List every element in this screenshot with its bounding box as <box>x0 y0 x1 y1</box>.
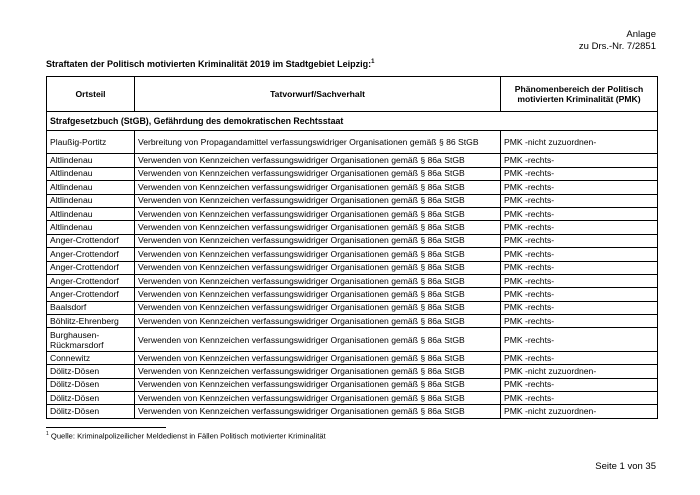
cell-phaenomenbereich: PMK -rechts- <box>501 288 658 301</box>
page-number: Seite 1 von 35 <box>595 461 656 472</box>
cell-ortsteil: Altlindenau <box>47 167 135 180</box>
cell-tatvorwurf: Verwenden von Kennzeichen verfassungswidriger Organisationen gemäß § 86a StGB <box>135 288 501 301</box>
cell-ortsteil: Dölitz-Dösen <box>47 378 135 391</box>
cell-tatvorwurf: Verwenden von Kennzeichen verfassungswidriger Organisationen gemäß § 86a StGB <box>135 405 501 418</box>
cell-tatvorwurf: Verwenden von Kennzeichen verfassungswidriger Organisationen gemäß § 86a StGB <box>135 351 501 364</box>
cell-ortsteil: Altlindenau <box>47 194 135 207</box>
table-row <box>47 181 658 194</box>
cell-phaenomenbereich: PMK -rechts- <box>501 194 658 207</box>
footnote-mark: 1 <box>46 431 49 437</box>
cell-phaenomenbereich: PMK -rechts- <box>501 234 658 247</box>
cell-tatvorwurf: Verwenden von Kennzeichen verfassungswidriger Organisationen gemäß § 86a StGB <box>135 234 501 247</box>
cell-tatvorwurf: Verwenden von Kennzeichen verfassungswidriger Organisationen gemäß § 86a StGB <box>135 328 501 351</box>
table-row <box>47 207 658 220</box>
title-footnote-mark: 1 <box>371 59 375 65</box>
cell-phaenomenbereich: PMK -rechts- <box>501 207 658 220</box>
cell-tatvorwurf: Verwenden von Kennzeichen verfassungswidriger Organisationen gemäß § 86a StGB <box>135 301 501 314</box>
cell-phaenomenbereich: PMK -rechts- <box>501 274 658 287</box>
table-row <box>47 365 658 378</box>
cell-ortsteil: Altlindenau <box>47 221 135 234</box>
table-row <box>47 154 658 167</box>
document-title <box>46 59 374 69</box>
document-title-text: Straftaten der Politisch motivierten Kriminalität 2019 im Stadtgebiet Leipzig: <box>46 59 372 69</box>
table-row <box>47 315 658 328</box>
cell-phaenomenbereich: PMK -rechts- <box>501 221 658 234</box>
header-phaenomenbereich: Phänomenbereich der Politisch motivierten Kriminalität (PMK) <box>501 77 658 112</box>
cell-ortsteil: Anger-Crottendorf <box>47 274 135 287</box>
table-row <box>47 351 658 364</box>
cell-tatvorwurf: Verwenden von Kennzeichen verfassungswidriger Organisationen gemäß § 86a StGB <box>135 194 501 207</box>
drs-reference: zu Drs.-Nr. 7/2851 <box>578 41 656 52</box>
cell-tatvorwurf: Verwenden von Kennzeichen verfassungswidriger Organisationen gemäß § 86a StGB <box>135 315 501 328</box>
cell-phaenomenbereich: PMK -nicht zuzuordnen- <box>501 131 658 154</box>
cell-ortsteil: Anger-Crottendorf <box>47 261 135 274</box>
table-row <box>47 328 658 351</box>
table-header-row <box>47 77 658 112</box>
cell-ortsteil: Burghausen-Rückmarsdorf <box>47 328 135 351</box>
table-row <box>47 274 658 287</box>
header-ortsteil: Ortsteil <box>47 77 135 112</box>
footnote <box>46 431 326 441</box>
cell-phaenomenbereich: PMK -rechts- <box>501 315 658 328</box>
cell-phaenomenbereich: PMK -rechts- <box>501 181 658 194</box>
cell-ortsteil: Anger-Crottendorf <box>47 234 135 247</box>
cell-phaenomenbereich: PMK -rechts- <box>501 154 658 167</box>
cell-phaenomenbereich: PMK -rechts- <box>501 351 658 364</box>
table-row <box>47 194 658 207</box>
cell-ortsteil: Anger-Crottendorf <box>47 288 135 301</box>
table-row <box>47 167 658 180</box>
cell-ortsteil: Altlindenau <box>47 181 135 194</box>
cell-tatvorwurf: Verbreitung von Propagandamittel verfassungswidriger Organisationen gemäß § 86 StGB <box>135 131 501 154</box>
cell-ortsteil: Dölitz-Dösen <box>47 365 135 378</box>
table-row <box>47 405 658 418</box>
cell-phaenomenbereich: PMK -rechts- <box>501 167 658 180</box>
cell-phaenomenbereich: PMK -rechts- <box>501 392 658 405</box>
cell-ortsteil: Dölitz-Dösen <box>47 392 135 405</box>
cell-ortsteil: Altlindenau <box>47 207 135 220</box>
table-row <box>47 288 658 301</box>
table-row <box>47 301 658 314</box>
table-row <box>47 392 658 405</box>
table-row <box>47 234 658 247</box>
cell-tatvorwurf: Verwenden von Kennzeichen verfassungswidriger Organisationen gemäß § 86a StGB <box>135 207 501 220</box>
cell-ortsteil: Connewitz <box>47 351 135 364</box>
table-row <box>47 378 658 391</box>
cell-tatvorwurf: Verwenden von Kennzeichen verfassungswidriger Organisationen gemäß § 86a StGB <box>135 392 501 405</box>
cell-tatvorwurf: Verwenden von Kennzeichen verfassungswidriger Organisationen gemäß § 86a StGB <box>135 248 501 261</box>
cell-phaenomenbereich: PMK -nicht zuzuordnen- <box>501 405 658 418</box>
cell-ortsteil: Altlindenau <box>47 154 135 167</box>
cell-tatvorwurf: Verwenden von Kennzeichen verfassungswidriger Organisationen gemäß § 86a StGB <box>135 181 501 194</box>
cell-phaenomenbereich: PMK -rechts- <box>501 301 658 314</box>
cell-tatvorwurf: Verwenden von Kennzeichen verfassungswidriger Organisationen gemäß § 86a StGB <box>135 154 501 167</box>
cell-ortsteil: Böhlitz-Ehrenberg <box>47 315 135 328</box>
table-row <box>47 131 658 154</box>
cell-ortsteil: Anger-Crottendorf <box>47 248 135 261</box>
table-row <box>47 261 658 274</box>
footnote-divider <box>46 427 166 428</box>
cell-ortsteil: Plaußig-Portitz <box>47 131 135 154</box>
cell-tatvorwurf: Verwenden von Kennzeichen verfassungswidriger Organisationen gemäß § 86a StGB <box>135 221 501 234</box>
cell-tatvorwurf: Verwenden von Kennzeichen verfassungswidriger Organisationen gemäß § 86a StGB <box>135 167 501 180</box>
section-row <box>47 112 658 131</box>
cell-phaenomenbereich: PMK -rechts- <box>501 328 658 351</box>
cell-phaenomenbereich: PMK -rechts- <box>501 261 658 274</box>
cell-phaenomenbereich: PMK -nicht zuzuordnen- <box>501 365 658 378</box>
header-tatvorwurf: Tatvorwurf/Sachverhalt <box>135 77 501 112</box>
table-row <box>47 221 658 234</box>
cell-tatvorwurf: Verwenden von Kennzeichen verfassungswidriger Organisationen gemäß § 86a StGB <box>135 274 501 287</box>
cell-phaenomenbereich: PMK -rechts- <box>501 248 658 261</box>
table-row <box>47 248 658 261</box>
crime-table <box>46 76 658 419</box>
cell-ortsteil: Dölitz-Dösen <box>47 405 135 418</box>
cell-tatvorwurf: Verwenden von Kennzeichen verfassungswidriger Organisationen gemäß § 86a StGB <box>135 378 501 391</box>
annex-reference <box>579 29 656 53</box>
footnote-text: Quelle: Kriminalpolizeilicher Meldedienst in Fällen Politisch motivierter Kriminalität <box>50 431 326 441</box>
cell-tatvorwurf: Verwenden von Kennzeichen verfassungswidriger Organisationen gemäß § 86a StGB <box>135 261 501 274</box>
cell-ortsteil: Baalsdorf <box>47 301 135 314</box>
table-body <box>47 112 658 419</box>
section-title: Strafgesetzbuch (StGB), Gefährdung des demokratischen Rechtsstaat <box>47 112 658 131</box>
cell-tatvorwurf: Verwenden von Kennzeichen verfassungswidriger Organisationen gemäß § 86a StGB <box>135 365 501 378</box>
cell-phaenomenbereich: PMK -rechts- <box>501 378 658 391</box>
annex-label: Anlage <box>626 29 656 40</box>
